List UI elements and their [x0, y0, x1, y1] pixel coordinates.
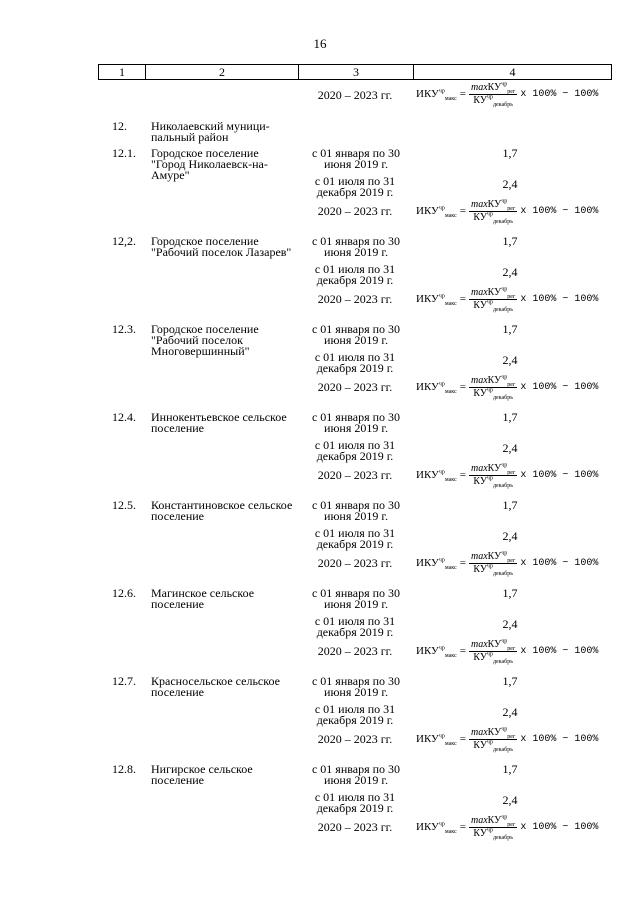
period-cell: 2020 – 2023 гг.: [317, 556, 393, 570]
period-cell: с 01 июля по 31 декабря 2019 г.: [314, 262, 396, 287]
period-cell: 2020 – 2023 гг.: [317, 204, 393, 218]
value-cell: 2,4: [502, 617, 518, 631]
period-cell: с 01 июля по 31 декабря 2019 г.: [314, 174, 396, 199]
formula-eq: =: [459, 557, 466, 569]
formula: [416, 376, 598, 399]
period-cell: с 01 января по 30 июня 2019 г.: [311, 586, 401, 611]
formula-tail: x 100% − 100%: [520, 89, 599, 100]
formula-fraction: $\frac{\max КУ^{чр}_{рег}}{КУ^{чр}_{декабрь}}$: [470, 462, 516, 489]
settlement-name: Магинское сельское поселение: [151, 586, 255, 611]
settlement-name: Иннокентьевское сельское поселение: [151, 410, 287, 435]
row-number: 12.6.: [112, 586, 136, 600]
period-cell: с 01 января по 30 июня 2019 г.: [311, 410, 401, 435]
period-cell: с 01 января по 30 июня 2019 г.: [311, 146, 401, 171]
formula-tail: x 100% − 100%: [520, 294, 599, 305]
formula-lhs: $ИКУ^{чр}_{макс}$: [416, 381, 457, 396]
formula-eq: =: [459, 645, 466, 657]
period-cell: 2020 – 2023 гг.: [317, 380, 393, 394]
period-cell: 2020 – 2023 гг.: [317, 468, 393, 482]
settlement-name: Красносельское сельское поселение: [151, 674, 280, 699]
period-cell: с 01 июля по 31 декабря 2019 г.: [314, 526, 396, 551]
formula-fraction: $\frac{\max КУ^{чр}_{рег}}{КУ^{чр}_{декабрь}}$: [470, 550, 516, 577]
formula-tail: x 100% − 100%: [520, 822, 599, 833]
row-number: 12.5.: [112, 498, 136, 512]
row-number: 12,2.: [112, 234, 136, 248]
formula: [416, 464, 598, 487]
col-4-header: 4: [414, 65, 612, 80]
value-cell: 2,4: [502, 353, 518, 367]
formula-lhs: $ИКУ^{чр}_{макс}$: [416, 733, 457, 748]
page-number: 16: [313, 36, 327, 51]
formula-lhs: $ИКУ^{чр}_{макс}$: [416, 645, 457, 660]
formula-eq: =: [459, 821, 466, 833]
row-number: 12.8.: [112, 762, 136, 776]
formula: [416, 816, 598, 839]
formula-fraction: $\frac{\max КУ^{чр}_{рег}}{КУ^{чр}_{декабрь}}$: [470, 726, 516, 753]
formula-eq: =: [459, 469, 466, 481]
formula-fraction: $\frac{\max КУ^{чр}_{рег}}{КУ^{чр}_{декабрь}}$: [470, 198, 516, 225]
period-cell: с 01 июля по 31 декабря 2019 г.: [314, 438, 396, 463]
value-cell: 2,4: [502, 441, 518, 455]
value-cell: 1,7: [502, 410, 518, 424]
value-cell: 2,4: [502, 793, 518, 807]
value-cell: 1,7: [502, 586, 518, 600]
value-cell: 1,7: [502, 322, 518, 336]
period-cell: 2020 – 2023 гг.: [317, 292, 393, 306]
formula: [416, 288, 598, 311]
formula: [416, 552, 598, 575]
formula-fraction: $\frac{\max КУ^{чр}_{рег}}{КУ^{чр}_{декабрь}}$: [470, 638, 516, 665]
value-cell: 1,7: [502, 762, 518, 776]
formula-lhs: $ИКУ^{чр}_{макс}$: [416, 821, 457, 836]
formula: [416, 83, 598, 106]
value-cell: 1,7: [502, 674, 518, 688]
settlement-name: Городское поселение "Рабочий поселок Лазарев": [151, 234, 292, 259]
formula: [416, 200, 598, 223]
period-cell: с 01 января по 30 июня 2019 г.: [311, 498, 401, 523]
formula-eq: =: [459, 381, 466, 393]
formula: [416, 640, 598, 663]
row-number: 12.4.: [112, 410, 136, 424]
period-cell: с 01 июля по 31 декабря 2019 г.: [314, 790, 396, 815]
row-number: 12.1.: [112, 146, 136, 160]
formula-eq: =: [459, 733, 466, 745]
formula-tail: x 100% − 100%: [520, 382, 599, 393]
formula-lhs: $ИКУ^{чр}_{макс}$: [416, 88, 457, 103]
value-cell: 2,4: [502, 529, 518, 543]
value-cell: 1,7: [502, 146, 518, 160]
formula-fraction: $\frac{\max КУ^{чр}_{рег}}{КУ^{чр}_{декабрь}}$: [470, 814, 516, 841]
formula-eq: =: [459, 293, 466, 305]
settlement-name: Городское поселение "Город Николаевск-на-Амуре": [151, 146, 268, 182]
settlement-name: Нигирское сельское поселение: [151, 762, 253, 787]
period-cell: 2020 – 2023 гг.: [317, 732, 393, 746]
formula-tail: x 100% − 100%: [520, 470, 599, 481]
formula-lhs: $ИКУ^{чр}_{макс}$: [416, 557, 457, 572]
formula-fraction: $\frac{\max КУ^{чр}_{рег}}{КУ^{чр}_{декабрь}}$: [470, 374, 516, 401]
value-cell: 2,4: [502, 705, 518, 719]
formula-eq: =: [459, 205, 466, 217]
value-cell: 1,7: [502, 234, 518, 248]
formula-tail: x 100% − 100%: [520, 646, 599, 657]
formula-tail: x 100% − 100%: [520, 206, 599, 217]
formula-lhs: $ИКУ^{чр}_{макс}$: [416, 293, 457, 308]
period-cell: с 01 января по 30 июня 2019 г.: [311, 322, 401, 347]
value-cell: 2,4: [502, 177, 518, 191]
period-cell: 2020 – 2023 гг.: [317, 88, 393, 102]
value-cell: 2,4: [502, 265, 518, 279]
formula: [416, 728, 598, 751]
period-cell: с 01 июля по 31 декабря 2019 г.: [314, 702, 396, 727]
col-1-header: 1: [99, 65, 146, 80]
formula-eq: =: [459, 88, 466, 100]
period-cell: 2020 – 2023 гг.: [317, 644, 393, 658]
settlement-name: Константиновское сельское поселение: [151, 498, 293, 523]
settlement-name: Городское поселение "Рабочий поселок Многовершинный": [151, 322, 259, 358]
period-cell: с 01 января по 30 июня 2019 г.: [311, 674, 401, 699]
district-name: Николаевский муници-пальный район: [151, 119, 270, 144]
period-cell: с 01 июля по 31 декабря 2019 г.: [314, 614, 396, 639]
period-cell: с 01 января по 30 июня 2019 г.: [311, 234, 401, 259]
formula-lhs: $ИКУ^{чр}_{макс}$: [416, 205, 457, 220]
col-2-header: 2: [146, 65, 299, 80]
row-number: 12.3.: [112, 322, 136, 336]
formula-lhs: $ИКУ^{чр}_{макс}$: [416, 469, 457, 484]
row-number: 12.: [112, 119, 127, 133]
table-header: [98, 64, 612, 80]
period-cell: с 01 июля по 31 декабря 2019 г.: [314, 350, 396, 375]
formula-tail: x 100% − 100%: [520, 734, 599, 745]
formula-fraction: $\frac{\max КУ^{чр}_{рег}}{КУ^{чр}_{декабрь}}$: [470, 81, 516, 108]
row-number: 12.7.: [112, 674, 136, 688]
col-3-header: 3: [299, 65, 414, 80]
formula-fraction: $\frac{\max КУ^{чр}_{рег}}{КУ^{чр}_{декабрь}}$: [470, 286, 516, 313]
formula-tail: x 100% − 100%: [520, 558, 599, 569]
period-cell: с 01 января по 30 июня 2019 г.: [311, 762, 401, 787]
value-cell: 1,7: [502, 498, 518, 512]
period-cell: 2020 – 2023 гг.: [317, 820, 393, 834]
